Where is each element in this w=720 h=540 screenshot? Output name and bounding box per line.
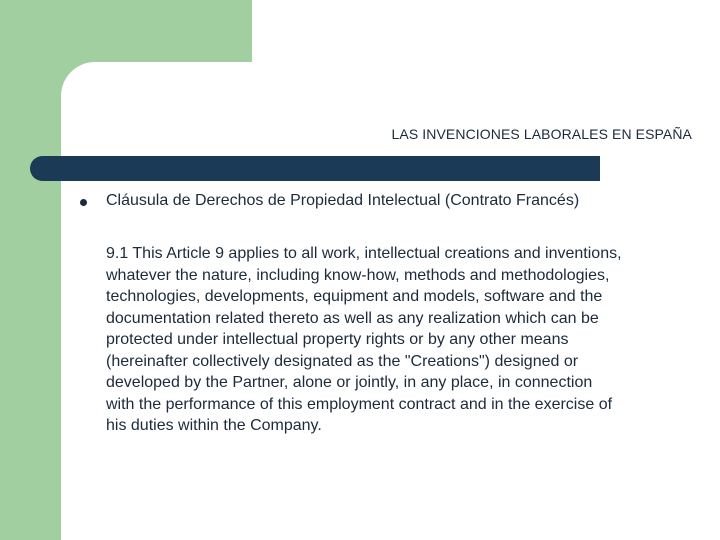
clause-line: with the performance of this employment contract and in the exercise of [106,395,613,413]
clause-paragraph [106,243,706,437]
clause-line: (hereinafter collectively designated as the "Creations") designed or [106,352,579,370]
title-underline-bar [30,156,600,181]
clause-line: documentation related thereto as well as any realization which can be [106,309,599,327]
clause-line: his duties within the Company. [106,417,322,434]
slide-title: LAS INVENCIONES LABORALES EN ESPAÑA [391,126,692,142]
clause-line: technologies, developments, equipment and models, software and the [106,288,603,305]
decorative-corner-curve [61,62,95,96]
clause-line: developed by the Partner, alone or jointly, in any place, in connection [106,374,593,391]
bullet-text: Cláusula de Derechos de Propiedad Intelectual (Contrato Francés) [106,192,580,209]
decorative-green-band-left [0,0,61,540]
bullet-dot-icon [80,199,87,206]
clause-line: 9.1 This Article 9 applies to all work, intellectual creations and inventions, [106,245,622,262]
clause-line: whatever the nature, including know-how, methods and methodologies, [106,266,610,284]
clause-line: protected under intellectual property rights or by any other means [106,331,569,348]
